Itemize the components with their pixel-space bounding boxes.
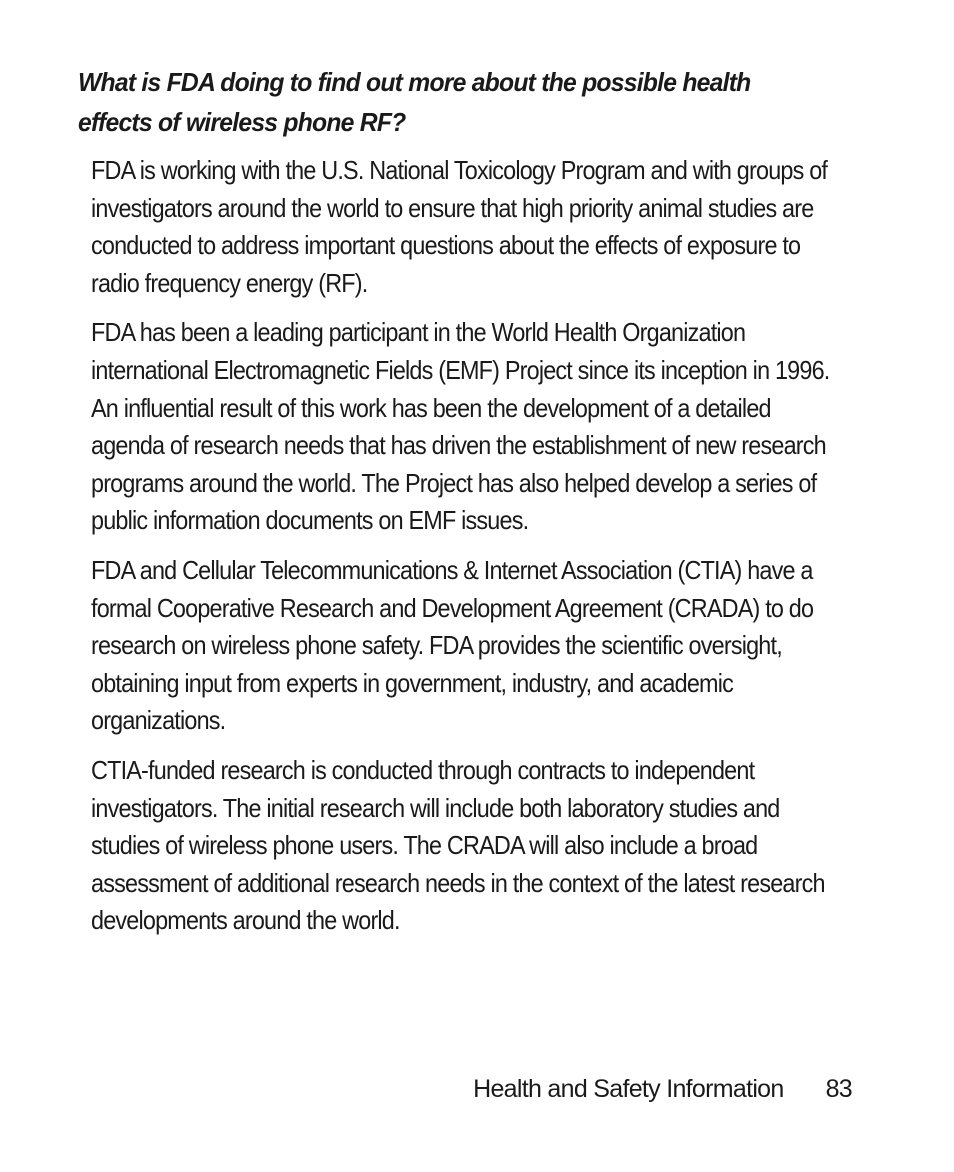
page-number: 83 (825, 1075, 852, 1103)
paragraph-ctia-research: CTIA-funded research is conducted through contracts to independent investigators. The initial research will include both laboratory studies and studies of wireless phone users. The CRADA will also include a broad assessment of additional research needs in the context of the latest research developments around the world. (91, 754, 825, 936)
footer-section-title: Health and Safety Information (473, 1075, 784, 1103)
paragraph-ntp-studies: FDA is working with the U.S. National Toxicology Program and with groups of investigators around the world to ensure that high priority animal studies are conducted to address important questions about the effects of exposure to radio frequency energy (RF). (91, 155, 828, 298)
section-heading: What is FDA doing to find out more about the possible health effects of wireless phone RF? (78, 67, 751, 137)
body-text (91, 152, 921, 952)
paragraph-who-emf-project: FDA has been a leading participant in the World Health Organization international Electromagnetic Fields (EMF) Project since its inception in 1996. An influential result of this work has been the development of a detailed agenda of research needs that has driven the establishment of new research programs around the world. The Project has also helped develop a series of public information documents on EMF issues. (91, 317, 830, 536)
paragraph-ctia-crada: FDA and Cellular Telecommunications & Internet Association (CTIA) have a formal Cooperative Research and Development Agreement (CRADA) to do research on wireless phone safety. FDA provides the scientific oversight, obtaining input from experts in government, industry, and academic organizations. (91, 554, 814, 736)
page-footer (473, 1072, 852, 1106)
